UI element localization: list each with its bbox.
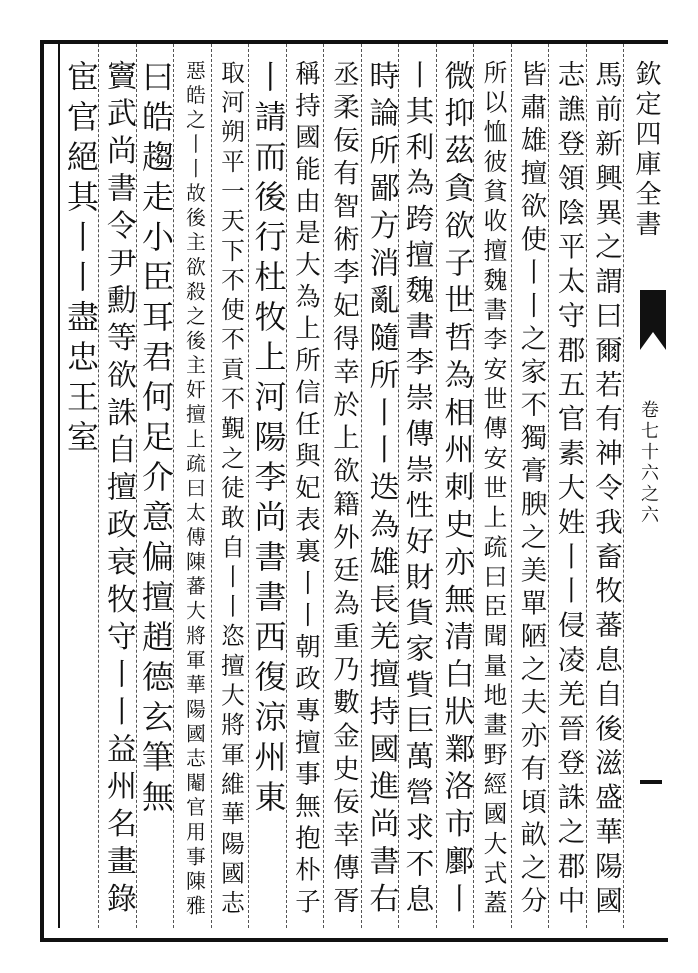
text-column: 志譙登領陰平太守郡五官素大姓丨丨侵凌羌晉登誅之郡中 [552,60,585,920]
text-column: 微抑茲貪欲子世哲為相州刺史亦無清白狀鄴洛市鄽丨 [439,60,474,920]
left-margin-rule [58,44,60,928]
text-column: 時論所鄙方消亂隨所丨丨迭為雄長羌擅持國進尚書右 [364,60,399,920]
volume-label: 卷七十六之六 [638,400,659,526]
book-title: 欽定四庫全書 [631,60,661,240]
text-column: 惡皓之丨丨故後主欲殺之後主奸擅上疏曰太傅陳蕃大將軍華陽國志閹官用事陳雅 [182,60,206,920]
text-column: 曰皓趨走小臣耳君何足介意偏擅趙德玄筆無 [137,60,175,820]
text-column: 宦官絕其丨丨盡忠王室 [62,60,100,460]
text-column: 丞柔佞有智術李妃得幸於上欲籍外廷為重乃數金史佞幸傳胥 [328,60,360,920]
bottom-tail-mark-icon [640,780,662,784]
text-column: 稱持國能由是大為上所信任與妃表裏丨丨朝政專擅事無抱朴子 [291,60,321,920]
text-column: 丨其利為跨擅魏書李崇傳崇性好財貨家貲巨萬營求不息 [401,60,436,920]
text-column: 竇武尚書令尹勳等欲誅自擅政衰牧守丨丨益州名畫錄 [101,60,137,920]
text-column: 所以恤彼貧收擅魏書李安世傳安世上疏曰臣聞量地畫野經國大式蓋 [479,60,508,920]
text-column: 取河朔平一天下不使不貢不覲之徒敢自丨丨恣擅大將軍維華陽國志 [217,60,245,920]
text-column: 馬前新興異之謂曰爾若有神令我畜牧蕃息自後滋盛華陽國 [590,60,622,920]
text-column: 皆肅雄擅欲使丨丨之家不獨膏腴之美單陋之夫亦有頃畝之分 [516,60,547,920]
text-column: 丨請而後行杜牧上河陽李尚書書西復涼州東 [249,60,288,820]
